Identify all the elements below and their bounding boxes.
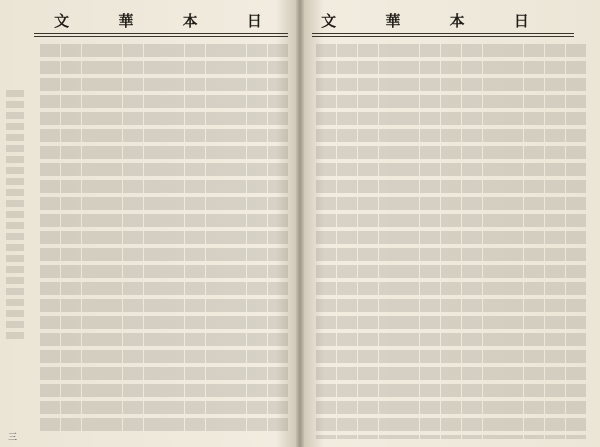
text-column-unreadable [40, 44, 60, 434]
right-page [302, 0, 600, 447]
text-column-unreadable [441, 44, 461, 439]
text-column-unreadable [462, 44, 482, 439]
text-column-unreadable [524, 44, 544, 439]
text-column-unreadable [144, 44, 164, 434]
left-page [0, 0, 298, 447]
right-head-rule [312, 33, 574, 37]
left-page-number: 三 [8, 433, 18, 443]
text-column-unreadable [164, 44, 184, 434]
text-column-unreadable [545, 44, 565, 439]
text-column-unreadable [226, 44, 246, 434]
text-column-unreadable [358, 44, 378, 439]
text-column-unreadable [123, 44, 143, 434]
left-text-block-unreadable [40, 44, 288, 434]
text-column-unreadable [483, 44, 503, 439]
text-column-unreadable [399, 44, 419, 439]
text-column-unreadable [268, 44, 288, 434]
text-column-unreadable [566, 44, 586, 439]
left-head-rule [34, 33, 288, 37]
right-running-head: 文 華 本 日 [321, 12, 551, 30]
right-text-block-unreadable [316, 44, 586, 439]
left-margin-note-unreadable [6, 90, 24, 340]
text-column-unreadable [420, 44, 440, 439]
text-column-unreadable [247, 44, 267, 434]
text-column-unreadable [503, 44, 523, 439]
text-column-unreadable [185, 44, 205, 434]
text-column-unreadable [206, 44, 226, 434]
text-column-unreadable [61, 44, 81, 434]
text-column-unreadable [316, 44, 336, 439]
text-column-unreadable [82, 44, 102, 434]
text-column-unreadable [102, 44, 122, 434]
left-running-head: 文 華 本 日 [54, 12, 284, 30]
text-column-unreadable [379, 44, 399, 439]
text-column-unreadable [337, 44, 357, 439]
